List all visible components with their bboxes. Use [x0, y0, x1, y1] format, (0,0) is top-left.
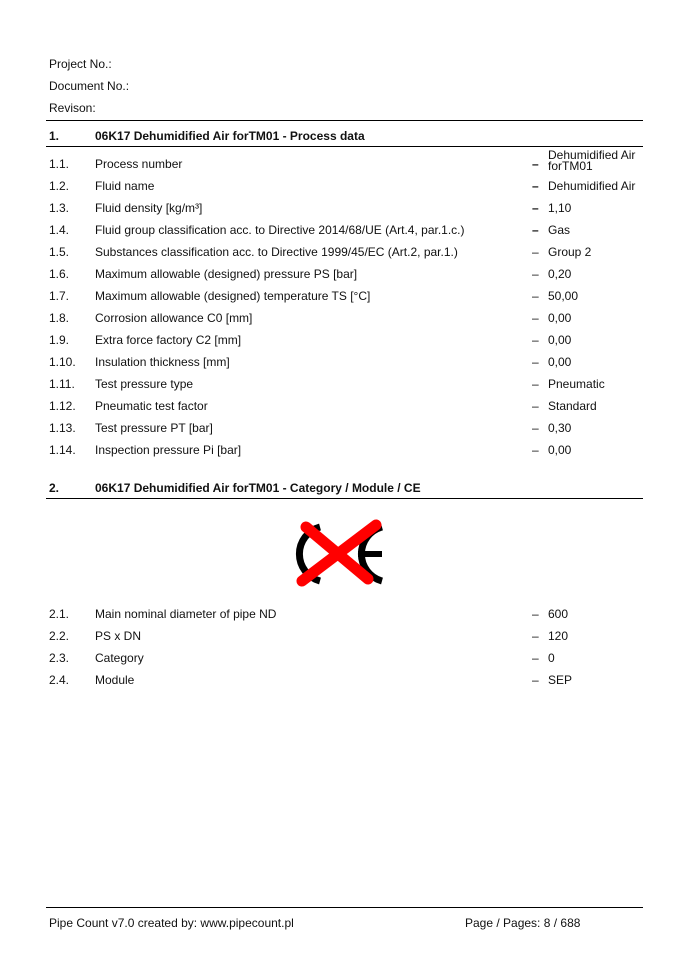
row-dash: – [532, 399, 539, 413]
table-row [49, 311, 643, 325]
row-number: 1.1. [49, 157, 70, 171]
table-row [49, 377, 643, 391]
table-row [49, 223, 643, 237]
row-value: SEP [548, 673, 573, 687]
row-value: 0,00 [548, 355, 572, 369]
row-value: 0,20 [548, 267, 572, 281]
row-label: Main nominal diameter of pipe ND [95, 607, 277, 621]
row-value: Dehumidified Air [548, 179, 636, 193]
table-row [49, 673, 643, 687]
row-number: 1.10. [49, 355, 76, 369]
table-row [49, 443, 643, 457]
row-label: Module [95, 673, 135, 687]
row-number: 2.1. [49, 607, 70, 621]
divider [46, 146, 643, 147]
page-indicator: Page / Pages: 8 / 688 [465, 916, 581, 930]
row-value: Standard [548, 399, 597, 413]
row-dash: – [532, 651, 539, 665]
row-number: 1.9. [49, 333, 70, 347]
row-number: 1.2. [49, 179, 70, 193]
row-label: Fluid density [kg/m³] [95, 201, 203, 215]
row-dash: – [532, 443, 539, 457]
row-dash: – [532, 629, 539, 643]
row-label: Insulation thickness [mm] [95, 355, 230, 369]
row-value: Pneumatic [548, 377, 605, 391]
row-value: 0,00 [548, 333, 572, 347]
row-value: Gas [548, 223, 571, 237]
row-value-line: Dehumidified Air [548, 148, 636, 162]
row-number: 1.3. [49, 201, 70, 215]
row-number: 1.14. [49, 443, 76, 457]
row-value-line: forTM01 [548, 159, 593, 173]
row-label: Fluid name [95, 179, 155, 193]
row-dash: – [532, 607, 539, 621]
table-row [49, 245, 643, 259]
row-value: 0 [548, 651, 555, 665]
row-dash: – [532, 245, 539, 259]
row-label: Test pressure PT [bar] [95, 421, 213, 435]
row-value: 120 [548, 629, 569, 643]
row-number: 2.3. [49, 651, 70, 665]
row-label: Pneumatic test factor [95, 399, 208, 413]
row-number: 1.13. [49, 421, 76, 435]
row-number: 1.4. [49, 223, 70, 237]
table-row [49, 201, 643, 215]
row-label: Fluid group classification acc. to Directive 2014/68/UE (Art.4, par.1.c.) [95, 223, 465, 237]
table-row [49, 607, 643, 621]
row-label: Maximum allowable (designed) temperature TS [°C] [95, 289, 371, 303]
project-no-label: Project No.: [49, 57, 112, 71]
row-value: 0,00 [548, 443, 572, 457]
row-number: 1.5. [49, 245, 70, 259]
row-dash: – [532, 355, 539, 369]
row-dash: – [532, 179, 539, 193]
footer-divider [46, 907, 643, 908]
document-no-label: Document No.: [49, 79, 130, 93]
table-row [49, 421, 643, 435]
table-row [49, 289, 643, 303]
row-label: PS x DN [95, 629, 142, 643]
row-label: Corrosion allowance C0 [mm] [95, 311, 253, 325]
row-dash: – [532, 223, 539, 237]
row-label: Inspection pressure Pi [bar] [95, 443, 242, 457]
row-dash: – [532, 311, 539, 325]
row-label: Extra force factory C2 [mm] [95, 333, 242, 347]
divider [46, 498, 643, 499]
row-label: Process number [95, 157, 183, 171]
row-dash: – [532, 201, 539, 215]
table-row [49, 399, 643, 413]
row-number: 2.2. [49, 629, 70, 643]
row-value: Group 2 [548, 245, 592, 259]
row-number: 1.6. [49, 267, 70, 281]
row-label: Substances classification acc. to Directive 1999/45/EC (Art.2, par.1.) [95, 245, 458, 259]
row-value: 0,00 [548, 311, 572, 325]
divider [46, 120, 643, 121]
table-row [49, 629, 643, 643]
row-dash: – [532, 267, 539, 281]
section-number: 2. [49, 481, 60, 495]
row-value [548, 150, 635, 172]
row-number: 1.7. [49, 289, 70, 303]
row-value: 1,10 [548, 201, 572, 215]
row-value: 600 [548, 607, 569, 621]
ce-mark-crossed-icon [290, 519, 386, 589]
section-heading: 06K17 Dehumidified Air forTM01 - Process data [95, 129, 365, 143]
row-number: 1.11. [49, 377, 75, 391]
row-label: Test pressure type [95, 377, 194, 391]
row-dash: – [532, 289, 539, 303]
section-heading: 06K17 Dehumidified Air forTM01 - Category / Module / CE [95, 481, 421, 495]
row-dash: – [532, 333, 539, 347]
row-number: 1.8. [49, 311, 70, 325]
row-dash: – [532, 377, 539, 391]
row-label: Maximum allowable (designed) pressure PS [bar] [95, 267, 358, 281]
row-label: Category [95, 651, 144, 665]
section-number: 1. [49, 129, 60, 143]
row-value: 0,30 [548, 421, 572, 435]
table-row [49, 179, 643, 193]
table-row [49, 148, 643, 173]
table-row [49, 651, 643, 665]
table-row [49, 333, 643, 347]
row-dash: – [532, 673, 539, 687]
table-row [49, 355, 643, 369]
row-number: 1.12. [49, 399, 76, 413]
footer-credit: Pipe Count v7.0 created by: www.pipecount.pl [49, 916, 294, 930]
table-row [49, 267, 643, 281]
row-number: 2.4. [49, 673, 70, 687]
row-value: 50,00 [548, 289, 579, 303]
revision-label: Revison: [49, 101, 96, 115]
row-dash: – [532, 157, 539, 171]
row-dash: – [532, 421, 539, 435]
